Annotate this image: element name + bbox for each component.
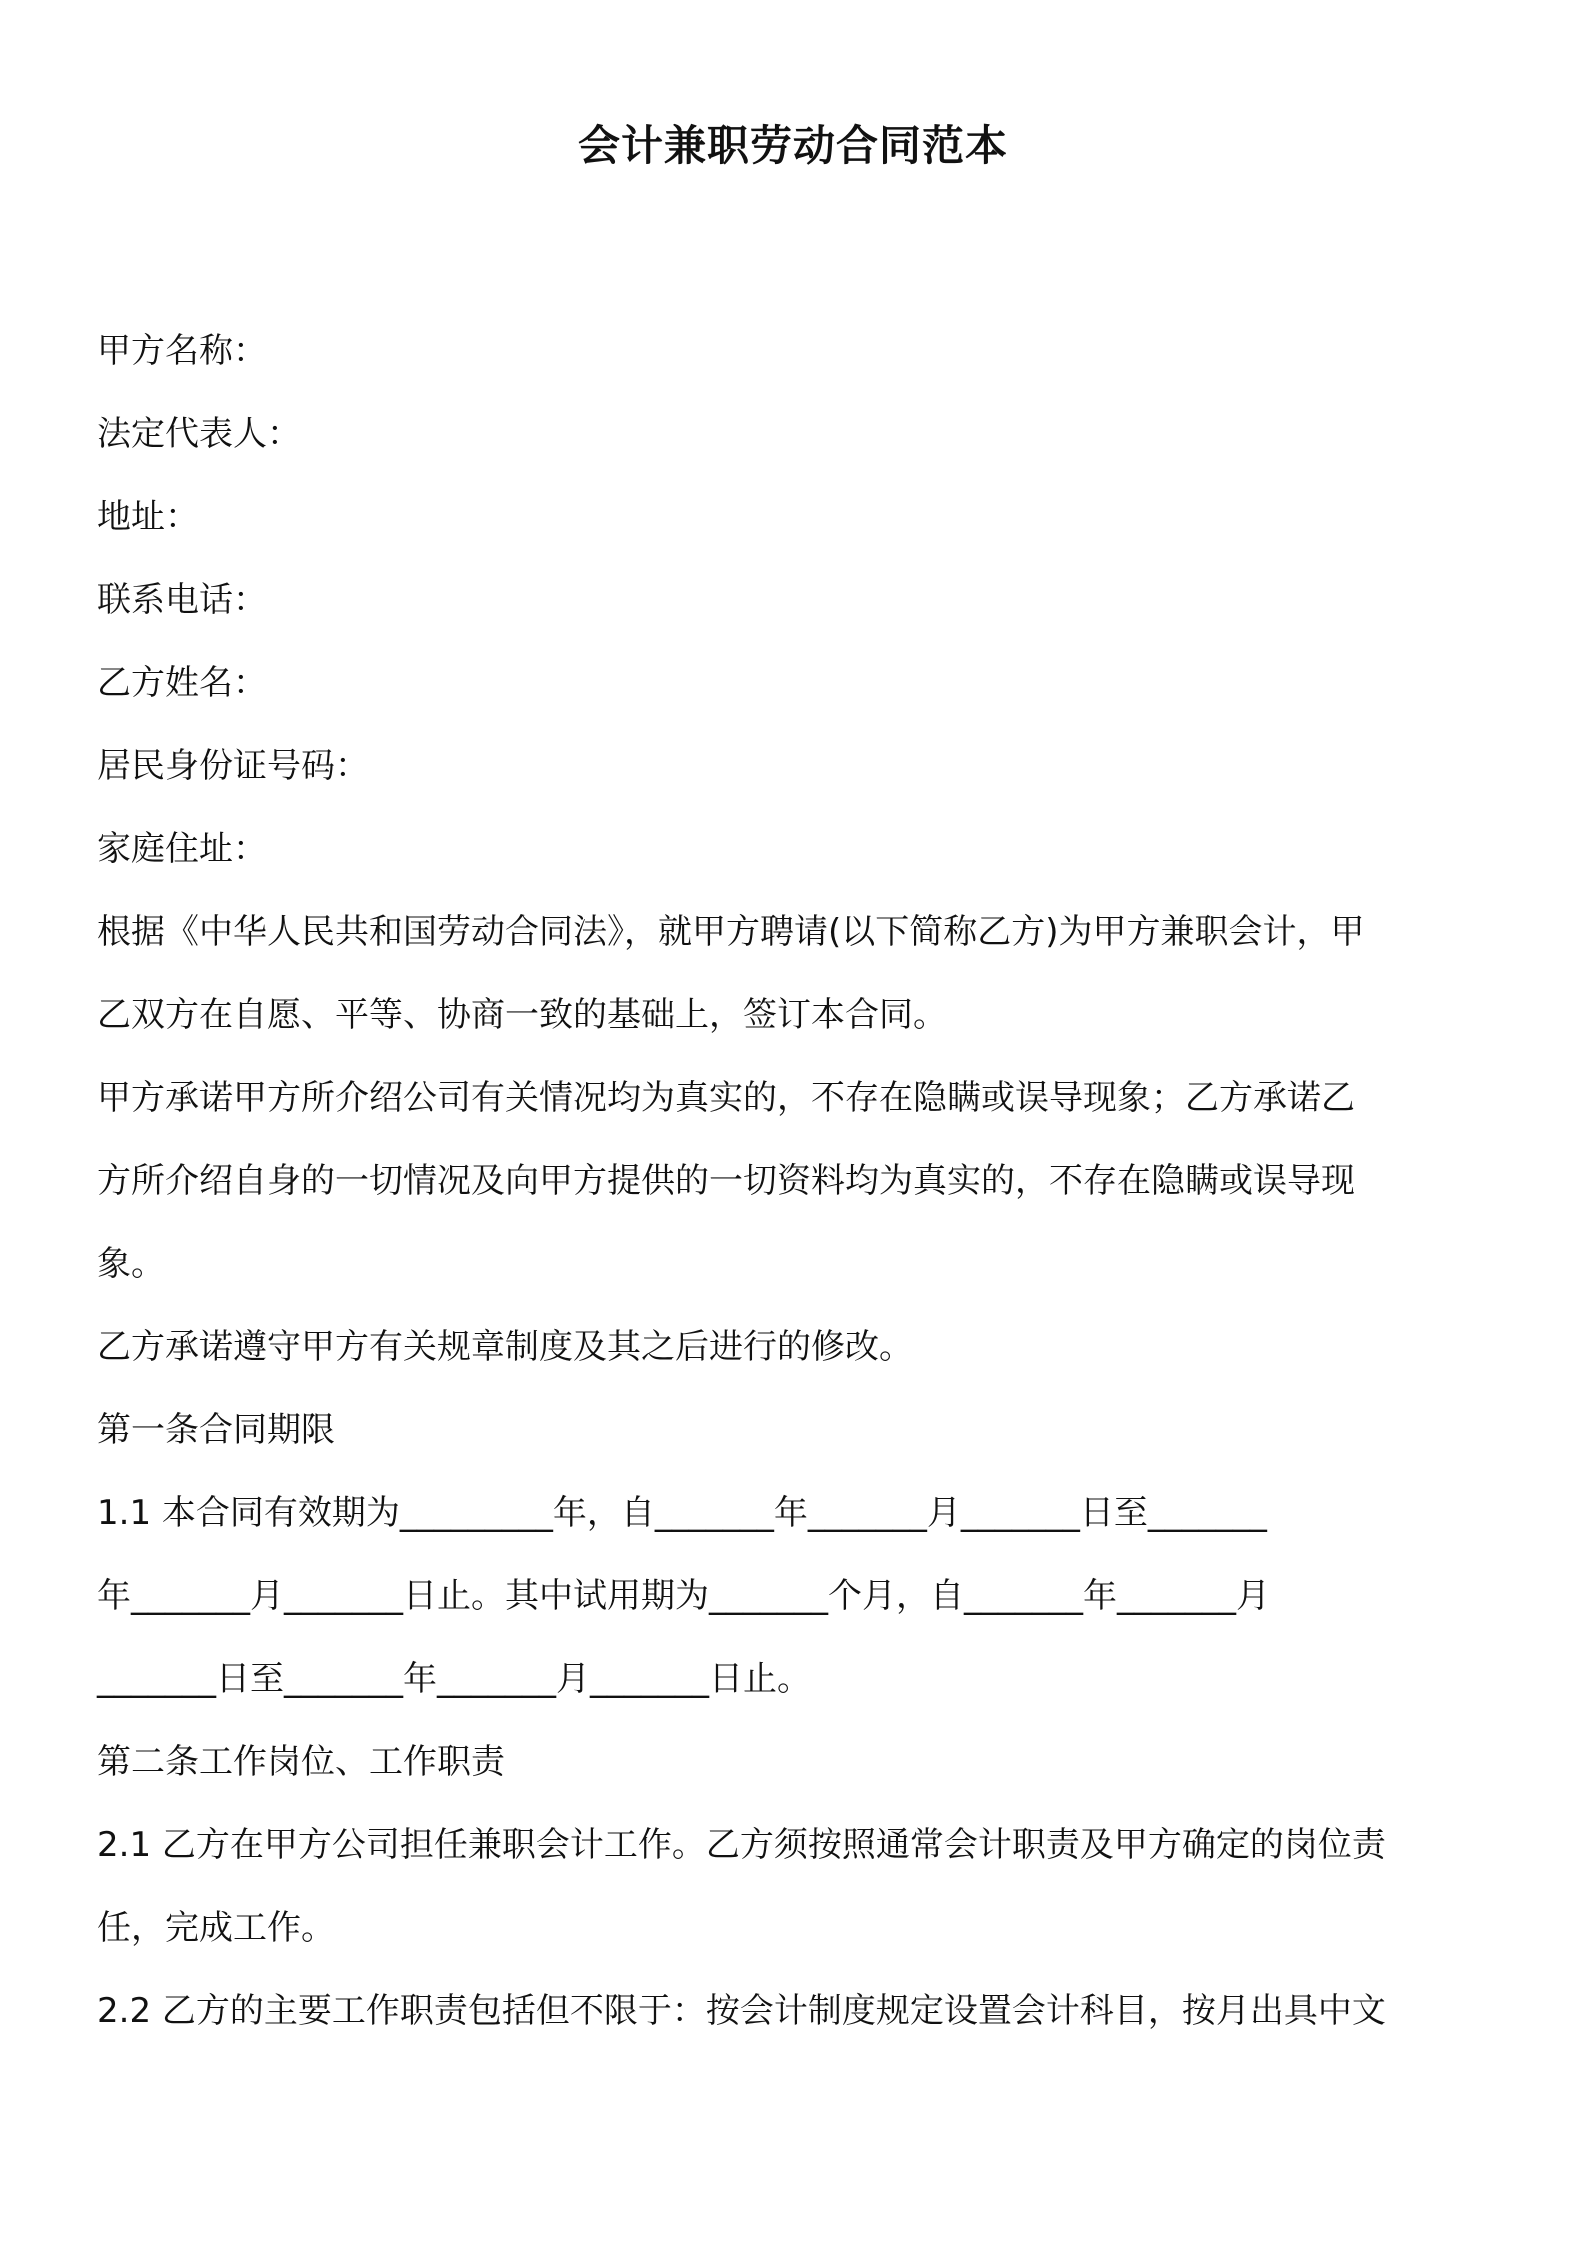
paragraph-line: 乙方承诺遵守甲方有关规章制度及其之后进行的修改。	[97, 1327, 913, 1367]
paragraph-line: 2.1 乙方在甲方公司担任兼职会计工作。乙方须按照通常会计职责及甲方确定的岗位责	[97, 1825, 1386, 1865]
field-home-address: 家庭住址：	[97, 829, 267, 869]
paragraph-line: _______日至_______年_______月_______日止。	[97, 1659, 811, 1699]
field-party-a-name: 甲方名称：	[97, 331, 267, 371]
field-legal-representative: 法定代表人：	[97, 414, 301, 454]
paragraph-line: 年_______月_______日止。其中试用期为_______个月，自_______年_______月	[97, 1576, 1270, 1616]
paragraph-line: 1.1 本合同有效期为_________年，自_______年_______月_______日至_______	[97, 1493, 1267, 1533]
page-title: 会计兼职劳动合同范本	[577, 121, 1008, 170]
paragraph-line: 任，完成工作。	[97, 1908, 335, 1948]
field-id-number: 居民身份证号码：	[97, 746, 369, 786]
document-body	[97, 310, 1497, 2053]
field-address: 地址：	[97, 497, 199, 537]
paragraph-line: 2.2 乙方的主要工作职责包括但不限于：按会计制度规定设置会计科目，按月出具中文	[97, 1991, 1386, 2031]
field-party-b-name: 乙方姓名：	[97, 663, 267, 703]
paragraph-line: 象。	[97, 1244, 165, 1284]
section-heading: 第一条合同期限	[97, 1410, 335, 1450]
paragraph-line: 乙双方在自愿、平等、协商一致的基础上，签订本合同。	[97, 995, 947, 1035]
paragraph-line: 根据《中华人民共和国劳动合同法》，就甲方聘请(以下简称乙方)为甲方兼职会计，甲	[97, 912, 1365, 952]
paragraph-line: 甲方承诺甲方所介绍公司有关情况均为真实的，不存在隐瞒或误导现象；乙方承诺乙	[97, 1078, 1355, 1118]
field-phone: 联系电话：	[97, 580, 267, 620]
paragraph-line: 方所介绍自身的一切情况及向甲方提供的一切资料均为真实的，不存在隐瞒或误导现	[97, 1161, 1355, 1201]
section-heading: 第二条工作岗位、工作职责	[97, 1742, 505, 1782]
